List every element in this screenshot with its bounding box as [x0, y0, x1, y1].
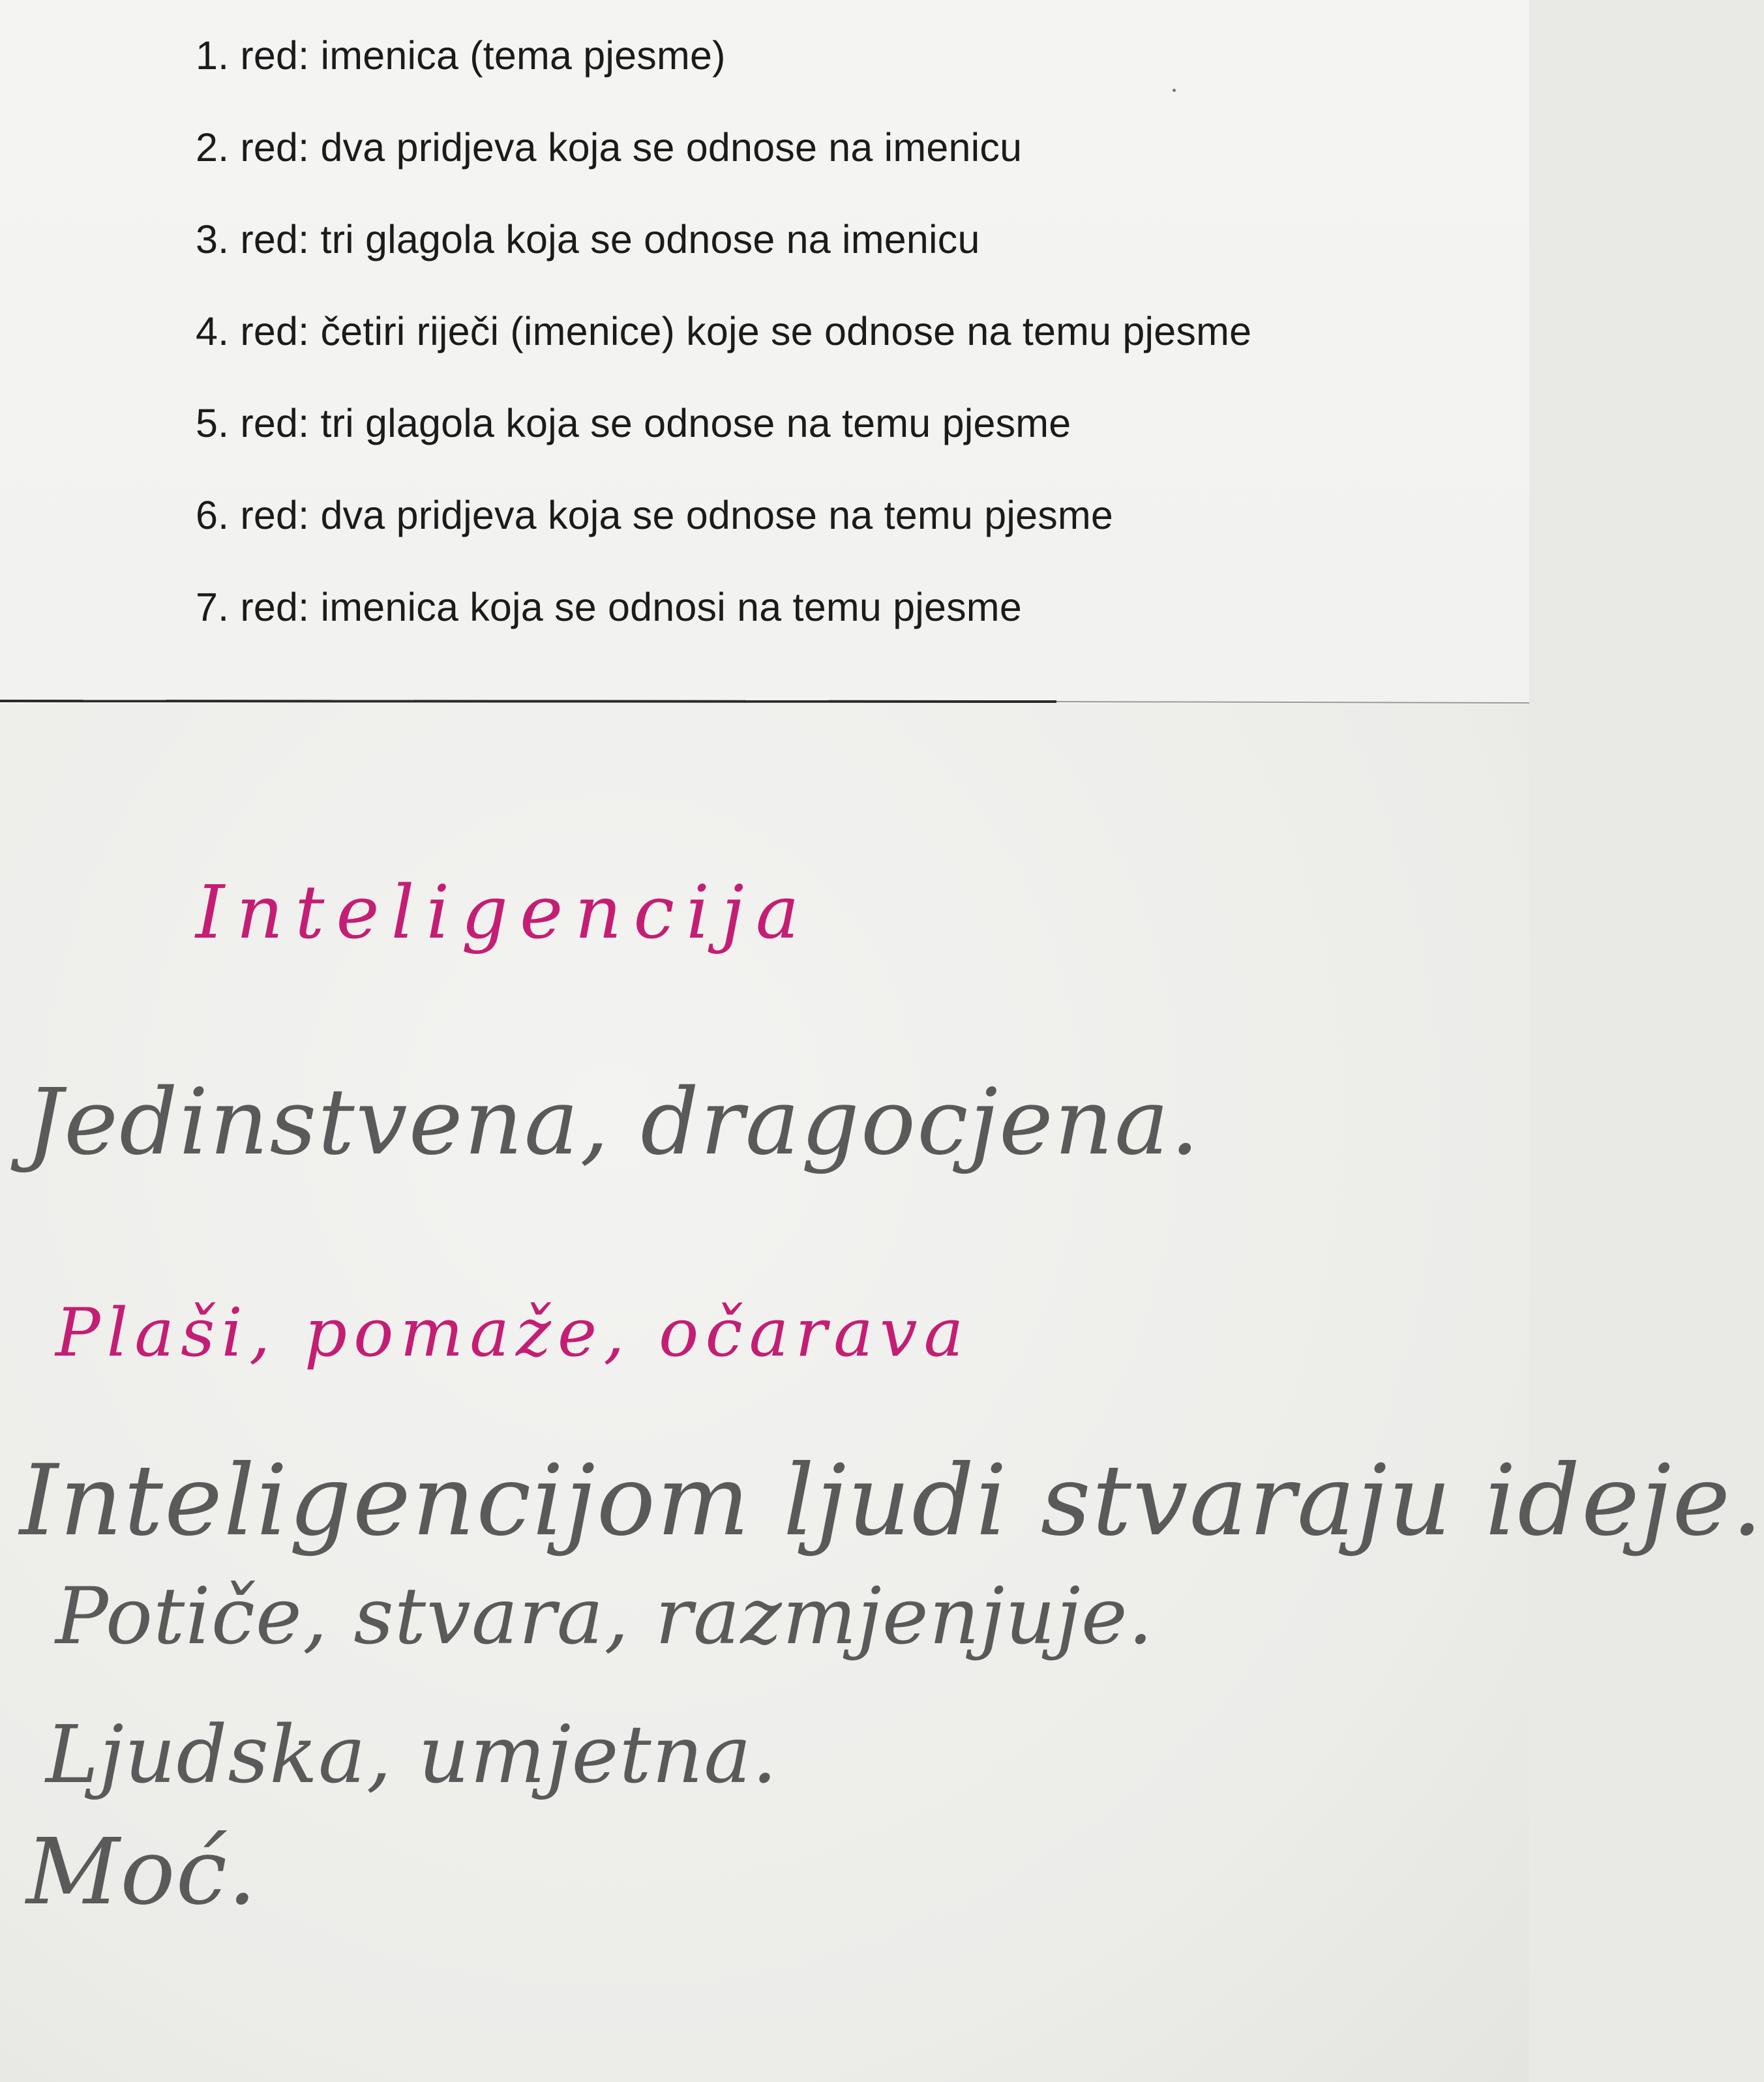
printed-instructions-sheet [0, 0, 1529, 711]
instruction-row-1: 1. red: imenica (tema pjesme) [196, 33, 726, 78]
poem-line-adjectives-2: Ljudska, umjetna. [46, 1708, 778, 1801]
instruction-list [196, 10, 1251, 653]
sheet-edge-divider [0, 699, 1529, 704]
instruction-row-6: 6. red: dva pridjeva koja se odnose na temu pjesme [196, 493, 1114, 537]
paper-speck [1173, 89, 1176, 92]
instruction-row-2: 2. red: dva pridjeva koja se odnose na imenicu [196, 125, 1023, 170]
instruction-row-4: 4. red: četiri riječi (imenice) koje se odnose na temu pjesme [196, 309, 1252, 353]
poem-line-noun: Moć. [26, 1819, 258, 1926]
poem-line-verbs-2: Potiče, stvara, razmjenjuje. [55, 1571, 1154, 1662]
poem-line-adjectives: Jedinstvena, dragocjena. [26, 1069, 1201, 1176]
poem-title: Inteligencija [196, 870, 811, 955]
instruction-row-3: 3. red: tri glagola koja se odnose na imenicu [196, 217, 980, 261]
instruction-row-5: 5. red: tri glagola koja se odnose na temu pjesme [196, 401, 1071, 445]
poem-line-sentence: Inteligencijom ljudi stvaraju ideje. [20, 1444, 1764, 1558]
poem-line-verbs: Plaši, pomaže, očarava [55, 1294, 970, 1372]
instruction-row-7: 7. red: imenica koja se odnosi na temu pjesme [196, 585, 1022, 629]
